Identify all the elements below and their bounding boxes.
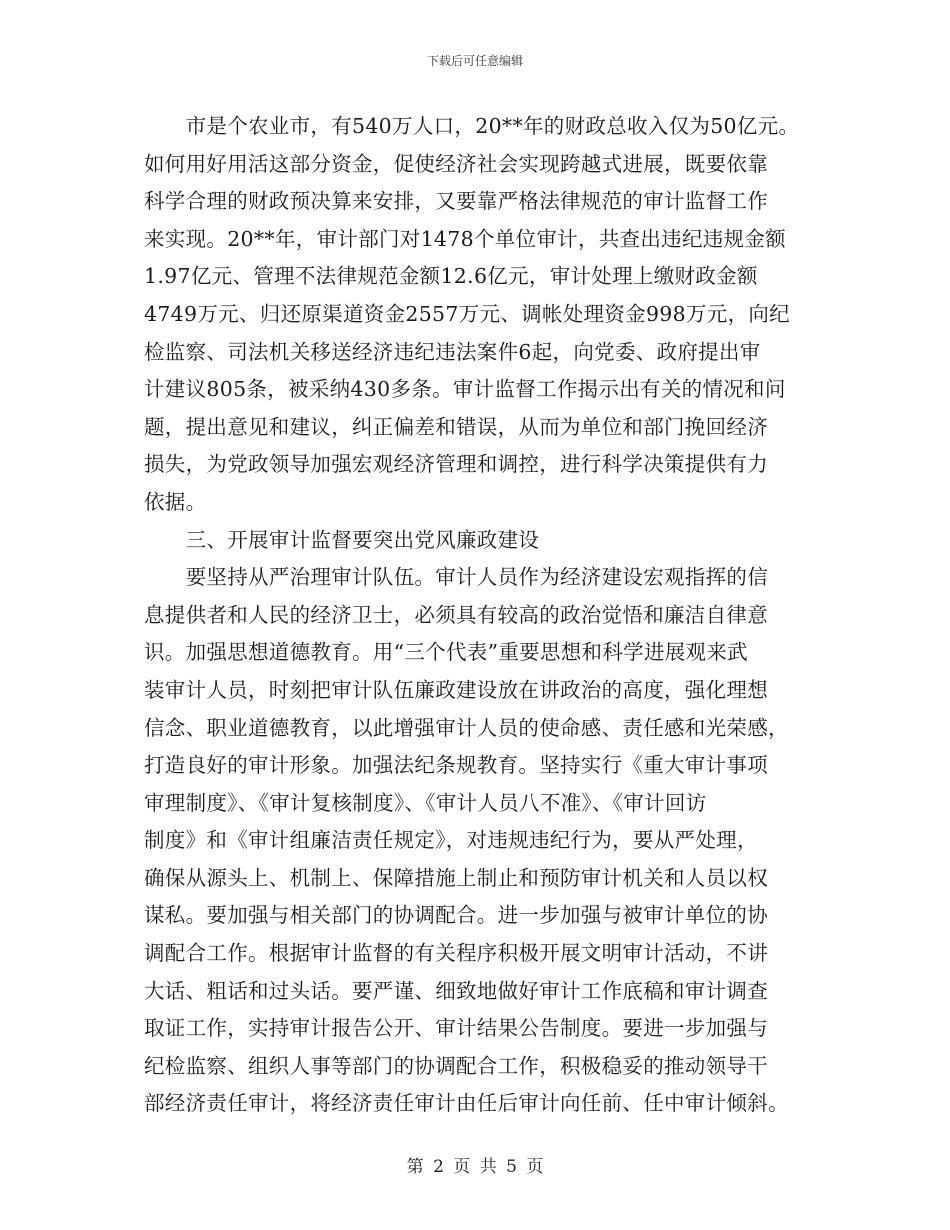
text-line: 来实现。20**年，审计部门对1478个单位审计，共查出违纪违规金额 xyxy=(144,226,786,251)
text-line: 1.97亿元、管理不法律规范金额12.6亿元，审计处理上缴财政金额 xyxy=(144,264,758,289)
text-line: 纪检监察、组织人事等部门的协调配合工作，积极稳妥的推动领导干 xyxy=(144,1053,768,1078)
text-line: 市是个农业市，有540万人口，20**年的财政总收入仅为50亿元。 xyxy=(144,114,800,138)
text-line: 调配合工作。根据审计监督的有关程序积极开展文明审计活动，不讲 xyxy=(144,941,768,966)
text-line: 打造良好的审计形象。加强法纪条规教育。坚持实行《重大审计事项 xyxy=(144,753,768,778)
text-line: 确保从源头上、机制上、保障措施上制止和预防审计机关和人员以权 xyxy=(144,865,768,890)
page-header: 下载后可任意编辑 xyxy=(426,54,523,68)
text-line: 4749万元、归还原渠道资金2557万元、调帐处理资金998万元，向纪 xyxy=(144,301,790,326)
text-line: 如何用好用活这部分资金，促使经济社会实现跨越式进展，既要依靠 xyxy=(144,151,768,176)
text-line: 装审计人员，时刻把审计队伍廉政建设放在讲政治的高度，强化理想 xyxy=(144,677,768,702)
text-line: 题，提出意见和建议，纠正偏差和错误，从而为单位和部门挽回经济 xyxy=(144,414,768,439)
text-line: 检监察、司法机关移送经济违纪违法案件6起，向党委、政府提出审 xyxy=(144,339,761,364)
text-line: 大话、粗话和过头话。要严谨、细致地做好审计工作底稿和审计调查 xyxy=(144,978,768,1003)
text-line: 息提供者和人民的经济卫士，必须具有较高的政治觉悟和廉洁自律意 xyxy=(144,602,768,627)
text-line: 信念、职业道德教育，以此增强审计人员的使命感、责任感和光荣感， xyxy=(144,715,789,740)
text-line: 计建议805条，被采纳430多条。审计监督工作揭示出有关的情况和问 xyxy=(144,377,786,402)
text-line: 部经济责任审计，将经济责任审计由任后审计向任前、任中审计倾斜。 xyxy=(144,1091,789,1116)
text-line: 科学合理的财政预决算来安排，又要靠严格法律规范的审计监督工作 xyxy=(144,189,768,214)
text-line: 识。加强思想道德教育。用“三个代表”重要思想和科学进展观来武 xyxy=(144,640,748,665)
text-line: 谋私。要加强与相关部门的协调配合。进一步加强与被审计单位的协 xyxy=(144,903,768,928)
text-line: 取证工作，实持审计报告公开、审计结果公告制度。要进一步加强与 xyxy=(144,1016,768,1041)
page-footer: 第 2 页 共 5 页 xyxy=(406,1157,544,1177)
text-line: 三、开展审计监督要突出党风廉政建设 xyxy=(144,527,540,552)
document-body xyxy=(144,108,824,1123)
text-line: 损失，为党政领导加强宏观经济管理和调控，进行科学决策提供有力 xyxy=(144,452,768,477)
text-line: 审理制度》、《审计复核制度》、《审计人员八不准》、《审计回访 xyxy=(144,790,707,815)
text-line: 要坚持从严治理审计队伍。审计人员作为经济建设宏观指挥的信 xyxy=(144,565,768,590)
text-line: 依据。 xyxy=(144,489,207,514)
text-line: 制度》和《审计组廉洁责任规定》，对违规违纪行为，要从严处理， xyxy=(144,828,758,853)
